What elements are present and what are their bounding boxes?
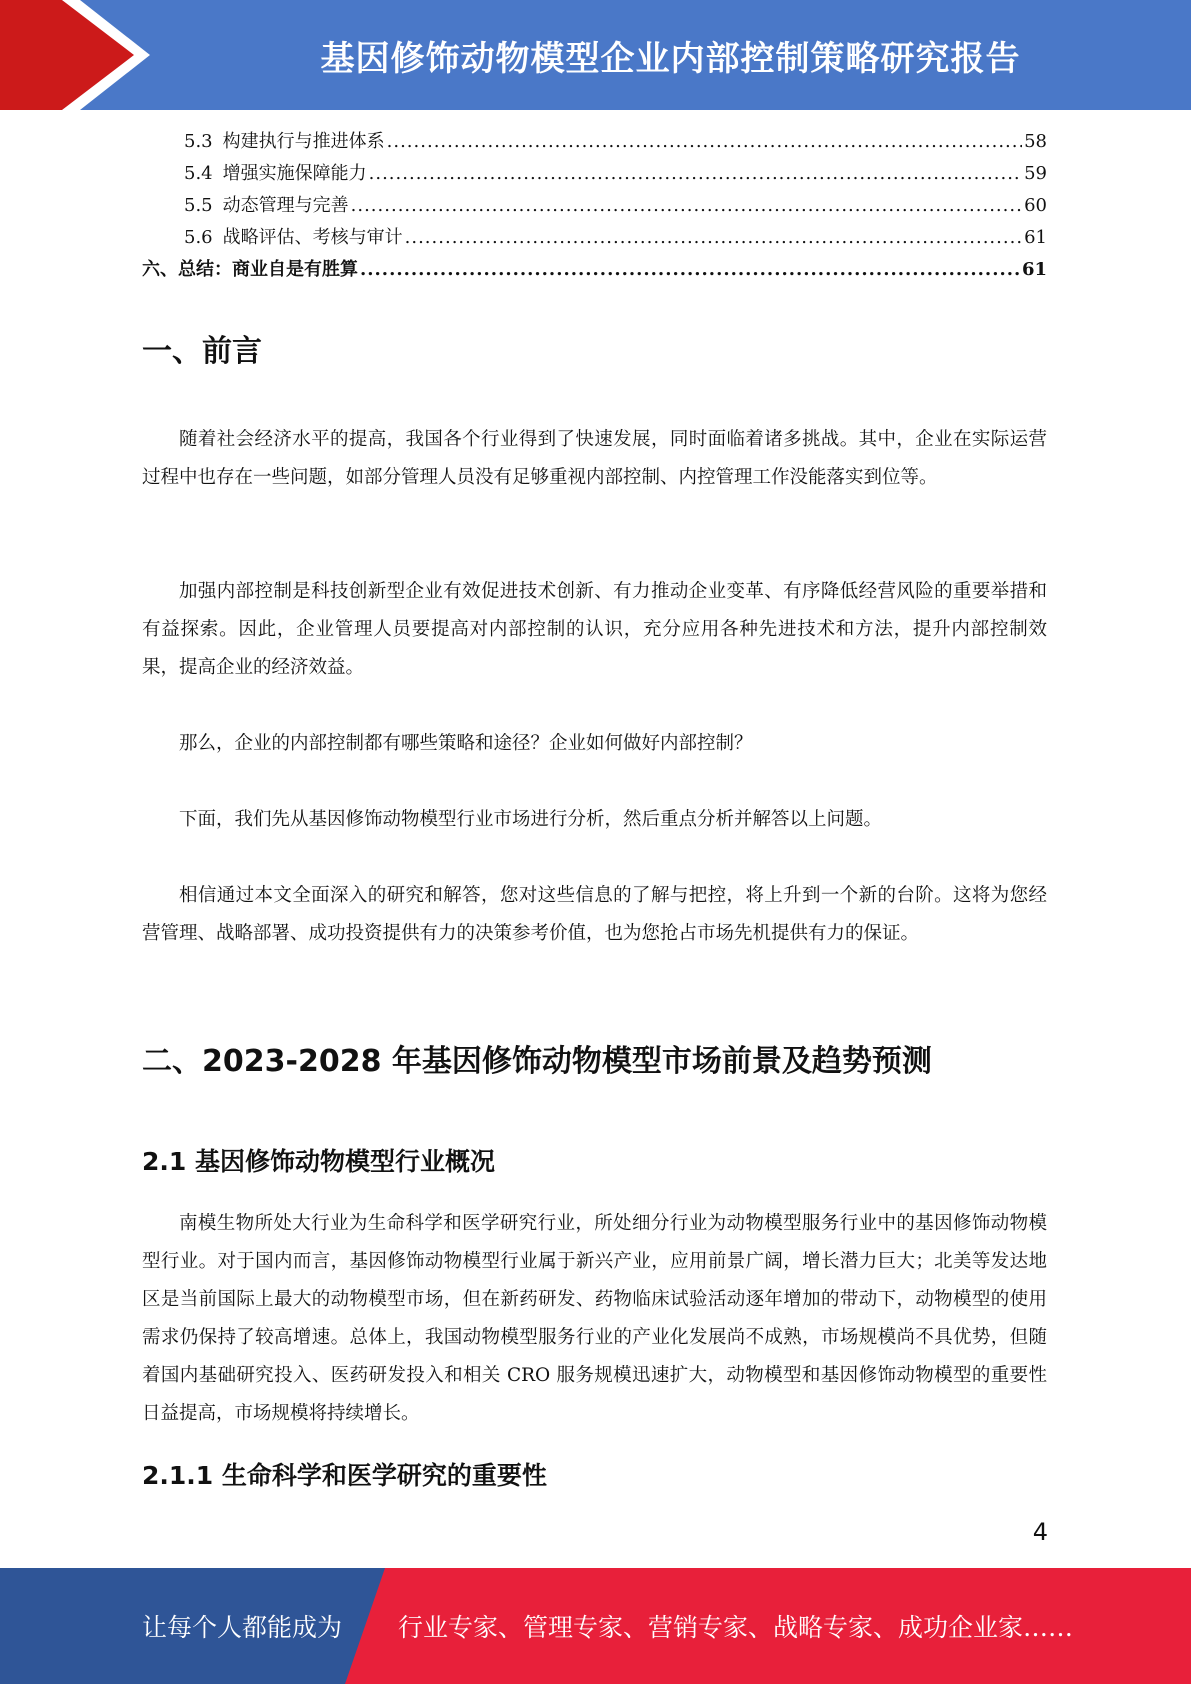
toc-dot-leader (387, 126, 1022, 158)
table-of-contents (142, 126, 1047, 286)
footer-slogan-left: 让每个人都能成为 (142, 1613, 343, 1642)
section-heading-market-outlook: 二、2023-2028 年基因修饰动物模型市场前景及趋势预测 (142, 1044, 932, 1079)
subsection-heading-industry-overview: 2.1 基因修饰动物模型行业概况 (142, 1147, 495, 1176)
toc-entry-page: 60 (1024, 195, 1047, 216)
toc-dot-leader (351, 190, 1022, 222)
toc-entry-label: 构建执行与推进体系 (222, 131, 385, 152)
paragraph: 加强内部控制是科技创新型企业有效促进技术创新、有力推动企业变革、有序降低经营风险的重要举措和有益探索。因此，企业管理人员要提高对内部控制的认识，充分应用各种先进技术和方法，提升内部控制效果，提高企业的经济效益。 (142, 581, 1047, 678)
toc-entry-page: 61 (1021, 259, 1047, 280)
page-number: 4 (1032, 1518, 1048, 1546)
header-band (0, 0, 1191, 110)
subsection-heading-importance: 2.1.1 生命科学和医学研究的重要性 (142, 1461, 547, 1490)
document-title: 基因修饰动物模型企业内部控制策略研究报告 (320, 38, 1021, 79)
toc-entry-page: 58 (1024, 131, 1047, 152)
toc-entry-number: 5.5 (184, 195, 213, 216)
footer-band (0, 1568, 1191, 1684)
toc-entry[interactable] (142, 126, 1047, 158)
toc-entry[interactable] (142, 222, 1047, 254)
paragraph: 那么，企业的内部控制都有哪些策略和途径？企业如何做好内部控制？ (179, 733, 753, 754)
toc-entry-label: 增强实施保障能力 (222, 163, 367, 184)
toc-entry-label: 动态管理与完善 (222, 195, 349, 216)
toc-entry-page: 61 (1024, 227, 1047, 248)
footer-slogan-right: 行业专家、管理专家、营销专家、战略专家、成功企业家…… (398, 1613, 1074, 1642)
paragraph: 相信通过本文全面深入的研究和解答，您对这些信息的了解与把控，将上升到一个新的台阶。这将为您经营管理、战略部署、成功投资提供有力的决策参考价值，也为您抢占市场先机提供有力的保证。 (142, 885, 1047, 944)
paragraph: 南模生物所处大行业为生命科学和医学研究行业，所处细分行业为动物模型服务行业中的基因修饰动物模型行业。对于国内而言，基因修饰动物模型行业属于新兴产业，应用前景广阔，增长潜力巨大；北美等发达地区是当前国际上最大的动物模型市场，但在新药研发、药物临床试验活动逐年增加的带动下，动物模型的使用需求仍保持了较高增速。总体上，我国动物模型服务行业的产业化发展尚不成熟，市场规模尚不具优势，但随着国内基础研究投入、医药研发投入和相关 CRO 服务规模迅速扩大，动物模型和基因修饰动物模型的重要性日益提高，市场规模将持续增长。 (142, 1213, 1047, 1424)
toc-entry-page: 59 (1024, 163, 1047, 184)
toc-entry-label: 战略评估、考核与审计 (222, 227, 403, 248)
toc-entry-number: 5.6 (184, 227, 213, 248)
toc-entry-number: 5.3 (184, 131, 213, 152)
header-arrow-decoration (0, 0, 160, 110)
toc-entry-major[interactable] (142, 254, 1047, 286)
toc-entry[interactable] (142, 190, 1047, 222)
paragraph: 随着社会经济水平的提高，我国各个行业得到了快速发展，同时面临着诸多挑战。其中，企业在实际运营过程中也存在一些问题，如部分管理人员没有足够重视内部控制、内控管理工作没能落实到位等。 (142, 429, 1047, 488)
toc-dot-leader (369, 158, 1022, 190)
toc-dot-leader (360, 254, 1020, 286)
paragraph: 下面，我们先从基因修饰动物模型行业市场进行分析，然后重点分析并解答以上问题。 (179, 809, 883, 830)
toc-dot-leader (405, 222, 1022, 254)
section-heading-preface: 一、前言 (142, 334, 262, 369)
toc-entry-label: 六、总结：商业自是有胜算 (142, 259, 358, 280)
toc-entry-number: 5.4 (184, 163, 213, 184)
toc-entry[interactable] (142, 158, 1047, 190)
